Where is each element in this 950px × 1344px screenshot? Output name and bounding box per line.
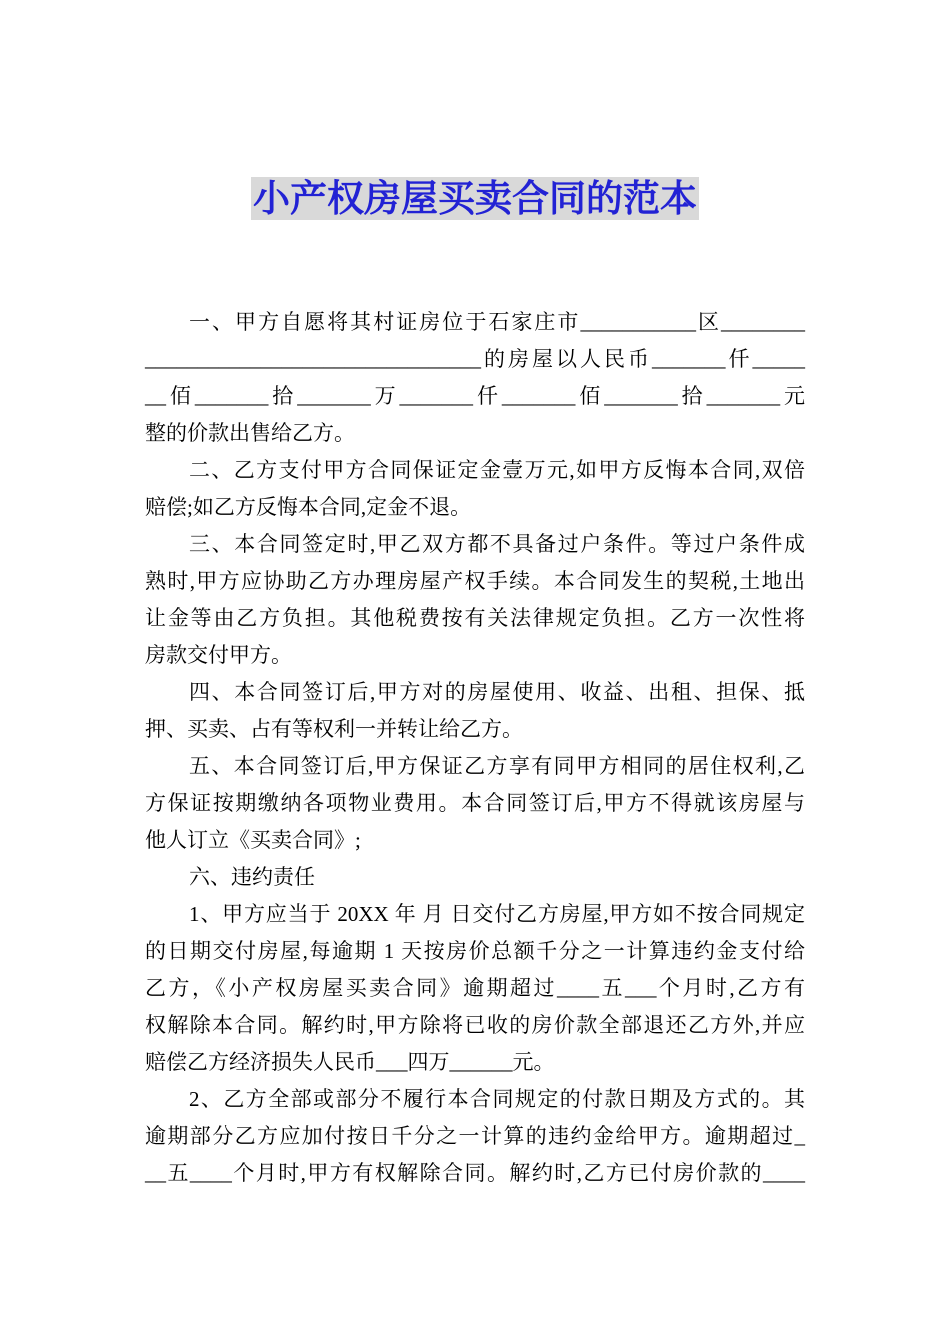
clause-2-deposit xyxy=(145,452,805,526)
text-line: ________________________________的房屋以人民币_______仟_____ xyxy=(145,347,805,371)
text-line: 让金等由乙方负担。其他税费按有关法律规定负担。乙方一次性将 xyxy=(145,606,805,630)
clause-6-heading-liability xyxy=(145,859,805,896)
clause-4-rights-transfer xyxy=(145,674,805,748)
section-heading: 六、违约责任 xyxy=(189,865,315,889)
clause-3-transfer-conditions xyxy=(145,526,805,674)
document-body xyxy=(145,304,805,1192)
text-line: 整的价款出售给乙方。 xyxy=(145,421,355,445)
text-line: 二、乙方支付甲方合同保证定金壹万元,如甲方反悔本合同,双倍 xyxy=(189,458,805,482)
text-line: 三、本合同签定时,甲乙双方都不具备过户条件。等过户条件成 xyxy=(189,532,805,556)
text-line: 赔偿;如乙方反悔本合同,定金不退。 xyxy=(145,495,472,519)
text-line: 1、甲方应当于 20XX 年 月 日交付乙方房屋,甲方如不按合同规定 xyxy=(189,902,805,926)
text-line: 乙方，《小产权房屋买卖合同》逾期超过____五___个月时,乙方有 xyxy=(145,976,805,1000)
text-line: 押、买卖、占有等权利一并转让给乙方。 xyxy=(145,717,523,741)
text-line: 的日期交付房屋,每逾期 1 天按房价总额千分之一计算违约金支付给 xyxy=(145,939,805,963)
text-line: 四、本合同签订后,甲方对的房屋使用、收益、出租、担保、抵 xyxy=(189,680,805,704)
text-line: 五、本合同签订后,甲方保证乙方享有同甲方相同的居住权利,乙 xyxy=(189,754,805,778)
document-title: 小产权房屋买卖合同的范本 xyxy=(253,177,697,220)
clause-5-residence-rights xyxy=(145,748,805,859)
text-line: 赔偿乙方经济损失人民币___四万______元。 xyxy=(145,1050,555,1074)
text-line: 一、甲方自愿将其村证房位于石家庄市___________区________ xyxy=(189,310,805,334)
clause-1-sale-price xyxy=(145,304,805,452)
title-block xyxy=(0,177,950,220)
text-line: 他人订立《买卖合同》; xyxy=(145,828,361,852)
text-line: 2、乙方全部或部分不履行本合同规定的付款日期及方式的。其 xyxy=(189,1087,805,1111)
clause-6-2-buyer-default xyxy=(145,1081,805,1192)
text-line: 逾期部分乙方应加付按日千分之一计算的违约金给甲方。逾期超过_ xyxy=(145,1124,805,1148)
text-line: 熟时,甲方应协助乙方办理房屋产权手续。本合同发生的契税,土地出 xyxy=(145,569,805,593)
clause-6-1-seller-default xyxy=(145,896,805,1081)
text-line: __佰_______拾_______万_______仟_______佰_______拾_______元 xyxy=(145,384,805,408)
text-line: __五____个月时,甲方有权解除合同。解约时,乙方已付房价款的____ xyxy=(145,1161,805,1185)
text-line: 方保证按期缴纳各项物业费用。本合同签订后,甲方不得就该房屋与 xyxy=(145,791,805,815)
text-line: 房款交付甲方。 xyxy=(145,643,292,667)
text-line: 权解除本合同。解约时,甲方除将已收的房价款全部退还乙方外,并应 xyxy=(145,1013,805,1037)
